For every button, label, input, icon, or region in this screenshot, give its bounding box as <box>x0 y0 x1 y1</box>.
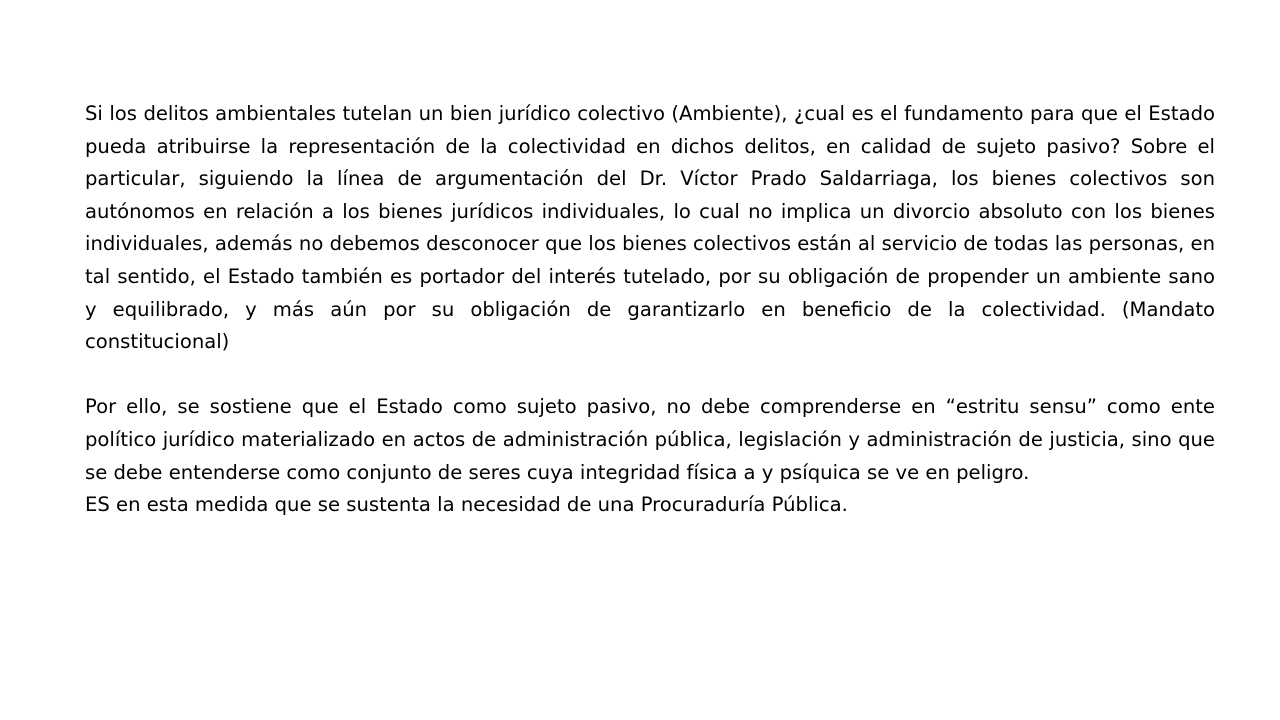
paragraph-conclusion: ES en esta medida que se sustenta la necesidad de una Procuraduría Pública. <box>85 493 848 517</box>
paragraph-state-passive-subject: Por ello, se sostiene que el Estado como sujeto pasivo, no debe comprenderse en “estritu sensu” como ente político jurídico materializado en actos de administración pública, legislación y administración de justicia, sino que se debe entenderse como conjunto de seres cuya integridad física a y psíquica se ve en peligro. <box>85 395 1215 484</box>
paragraph-spacer <box>85 359 1215 392</box>
slide-text-body <box>85 98 1215 522</box>
paragraph-legal-subject: Si los delitos ambientales tutelan un bien jurídico colectivo (Ambiente), ¿cual es el fundamento para que el Estado pueda atribuirse la representación de la colectividad en dichos delitos, en calidad de sujeto pasivo? Sobre el particular, siguiendo la línea de argumentación del Dr. Víctor Prado Saldarriaga, los bienes colectivos son autónomos en relación a los bienes jurídicos individuales, lo cual no implica un divorcio absoluto con los bienes individuales, además no debemos desconocer que los bienes colectivos están al servicio de todas las personas, en tal sentido, el Estado también es portador del interés tutelado, por su obligación de propender un ambiente sano y equilibrado, y más aún por su obligación de garantizarlo en beneficio de la colectividad. (Mandato constitucional) <box>85 102 1215 354</box>
